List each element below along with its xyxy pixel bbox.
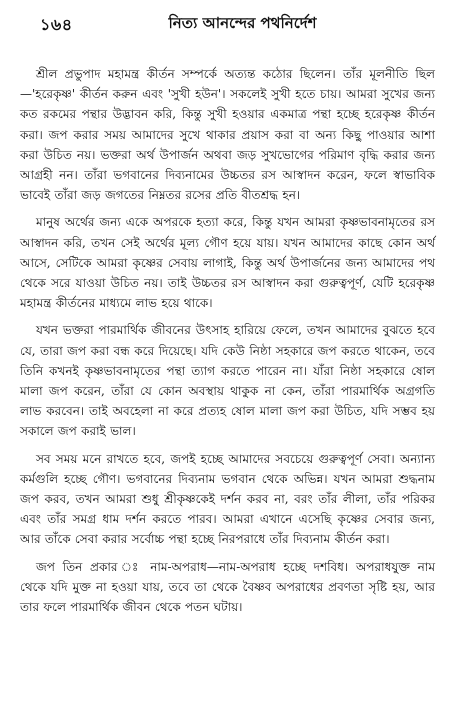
paragraph-3: যখন ভক্তরা পারমার্থিক জীবনের উৎসাহ হারিয়ে ফেলে, তখন আমাদের বুঝতে হবে যে, তারা জপ করা বন্ধ করে দিয়েছে। যদি কেউ নিষ্ঠা সহকারে জপ করতে থাকেন, তবে তিনি কখনই কৃষ্ণভাবনামৃতের পন্থা ত্যাগ করতে পারেন না। যাঁরা নিষ্ঠা সহকারে ষোল মালা জপ করেন, তাঁরা যে কোন অবস্থায় থাকুক না কেন, তাঁরা পারমার্থিক অগ্রগতি লাভ করবেন। তাই অবহেলা না করে প্রত্যহ ষোল মালা জপ করা উচিত, যদি সম্ভব হয় সকালে জপ করাই ভাল। (20, 323, 435, 439)
running-title: নিত্য আনন্দের পথনির্দেশ (168, 14, 317, 32)
paragraph-5: জপ তিন প্রকার ঃ নাম-অপরাধ—নাম-অপরাধ হচ্ছে দশবিধ। অপরাধযুক্ত নাম থেকে যদি মুক্ত না হওয়া যায়, তবে তা থেকে বৈষ্ণব অপরাধের প্রবণতা সৃষ্টি হয়, আর তার ফলে পারমার্থিক জীবন থেকে পতন ঘটায়। (20, 559, 435, 615)
page-header (20, 0, 435, 40)
paragraph-4: সব সময় মনে রাখতে হবে, জপই হচ্ছে আমাদের সবচেয়ে গুরুত্বপূর্ণ সেবা। অন্যান্য কর্মগুলি হচ্ছে গৌণ। ভগবানের দিব্যনাম ভগবান থেকে অভিন্ন। যখন আমরা শুদ্ধনাম জপ করব, তখন আমরা শুধু শ্রীকৃষ্ণকেই দর্শন করব না, বরং তাঁর লীলা, তাঁর পরিকর এবং তাঁর সমগ্র ধাম দর্শন করতে পারব। আমরা এখানে এসেছি কৃষ্ণের সেবার জন্য, আর তাঁকে সেবা করার সর্বোচ্চ পন্থা হচ্ছে নিরপরাধে তাঁর দিব্যনাম কীর্তন করা। (20, 451, 435, 547)
paragraph-1: শ্রীল প্রভুপাদ মহামন্ত্র কীর্তন সম্পর্কে অত্যন্ত কঠোর ছিলেন। তাঁর মূলনীতি ছিল—'হরেকৃষ্ণ' কীর্তন করুন এবং 'সুখী হউন'। সকলেই সুখী হতে চায়। আমরা সুখের জন্য কত রকমের পন্থার উদ্ভাবন করি, কিন্তু সুখী হওয়ার একমাত্র পন্থা হচ্ছে হরেকৃষ্ণ কীর্তন করা। জপ করার সময় আমাদের সুখে থাকার প্রয়াস করা বা অন্য কিছু পাওয়ার আশা করা উচিত নয়। ভক্তরা অর্থ উপার্জন অথবা জড় সুখভোগের পরিমাণ বৃদ্ধি করার জন্য আগ্রহী নন। তাঁরা ভগবানের দিব্যনামের উচ্চতর রস আস্বাদন করেন, ফলে স্বাভাবিক ভাবেই তাঁরা জড় জগতের নিম্নতর রসের প্রতি বীতশ্রদ্ধ হন। (20, 67, 435, 203)
paragraph-2: মানুষ অর্থের জন্য একে অপরকে হত্যা করে, কিন্তু যখন আমরা কৃষ্ণভাবনামৃতের রস আস্বাদন করি, তখন সেই অর্থের মূল্য গৌণ হয়ে যায়। যখন আমাদের কাছে কোন অর্থ আসে, সেটিকে আমরা কৃষ্ণের সেবায় লাগাই, কিন্তু অর্থ উপার্জনের জন্য আমাদের পথ থেকে সরে যাওয়া উচিত নয়। তাই উচ্চতর রস আস্বাদন করা গুরুত্বপূর্ণ, যেটি হরেকৃষ্ণ মহামন্ত্র কীর্তনের মাধ্যমে লাভ হয়ে থাকে। (20, 215, 435, 311)
page-number: ১৬৪ (40, 15, 73, 34)
body-text (20, 64, 435, 624)
